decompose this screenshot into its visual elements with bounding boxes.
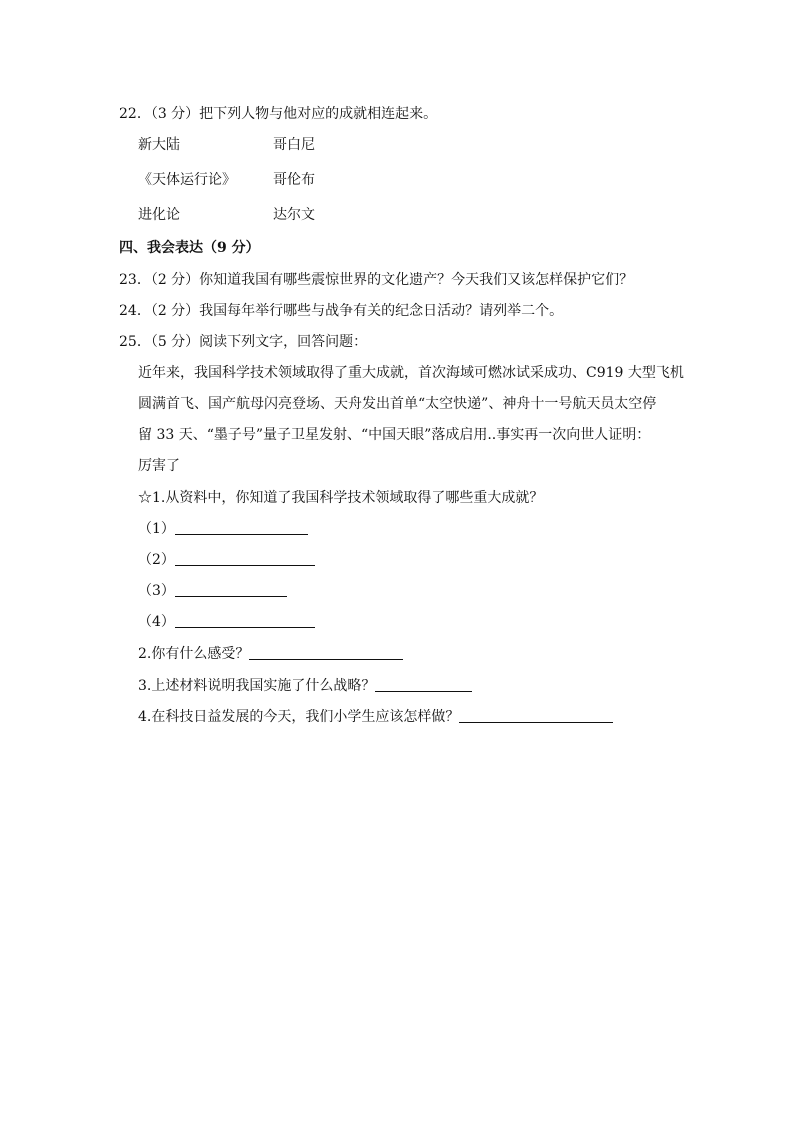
q22-left-1: 新大陆: [138, 137, 180, 153]
q25-stem: 25．（5 分）阅读下列文字，回答问题：: [119, 334, 368, 350]
answer-blank-4[interactable]: [175, 613, 315, 628]
q22-right-3: 达尔文: [273, 207, 315, 223]
answer-item-label: （2）: [138, 552, 175, 568]
q25-sub2: 2.你有什么感受？: [138, 646, 250, 662]
answer-item-3: [138, 581, 287, 601]
answer-item-label: （3）: [138, 583, 175, 599]
q25-sub4-line: [138, 707, 613, 727]
q24-stem: 24．（2 分）我国每年举行哪些与战争有关的纪念日活动？请列举二个。: [119, 303, 564, 319]
passage-line-2: 圆满首飞、国产航母闪亮登场、天舟发出首单“太空快递”、神舟十一号航天员太空停: [138, 396, 657, 412]
answer-blank-2[interactable]: [175, 551, 315, 566]
answer-item-4: [138, 612, 315, 632]
answer-item-2: [138, 550, 315, 570]
q22-stem: 22．（3 分）把下列人物与他对应的成就相连起来。: [119, 106, 438, 122]
answer-blank-1[interactable]: [175, 520, 308, 535]
q25-sub4: 4.在科技日益发展的今天，我们小学生应该怎样做？: [138, 709, 460, 725]
q22-right-1: 哥白尼: [273, 137, 315, 153]
q22-right-2: 哥伦布: [273, 172, 315, 188]
answer-blank-feeling[interactable]: [249, 645, 403, 660]
q25-sub3-line: [138, 676, 472, 696]
q22-left-3: 进化论: [138, 207, 180, 223]
answer-blank-strategy[interactable]: [375, 677, 472, 692]
passage-line-1: 近年来，我国科学技术领域取得了重大成就，首次海域可燃冰试采成功、C919 大型飞机: [138, 365, 684, 381]
q25-sub2-line: [138, 644, 403, 664]
passage-line-4: 厉害了: [138, 458, 180, 474]
answer-item-label: （4）: [138, 614, 175, 630]
q25-sub1: ☆1.从资料中，你知道了我国科学技术领域取得了哪些重大成就？: [138, 490, 544, 506]
answer-item-label: （1）: [138, 521, 175, 537]
q25-sub3: 3.上述材料说明我国实施了什么战略？: [138, 678, 376, 694]
answer-blank-3[interactable]: [175, 582, 287, 597]
answer-blank-action[interactable]: [459, 708, 613, 723]
section-heading: 四、我会表达（9 分）: [119, 240, 260, 256]
passage-line-3: 留 33 天、“墨子号”量子卫星发射、“中国天眼”落成启用..事实再一次向世人证明：: [138, 427, 651, 443]
q23-stem: 23．（2 分）你知道我国有哪些震惊世界的文化遗产？今天我们又该怎样保护它们？: [119, 272, 634, 288]
q22-left-2: 《天体运行论》: [138, 172, 236, 188]
answer-item-1: [138, 519, 308, 539]
